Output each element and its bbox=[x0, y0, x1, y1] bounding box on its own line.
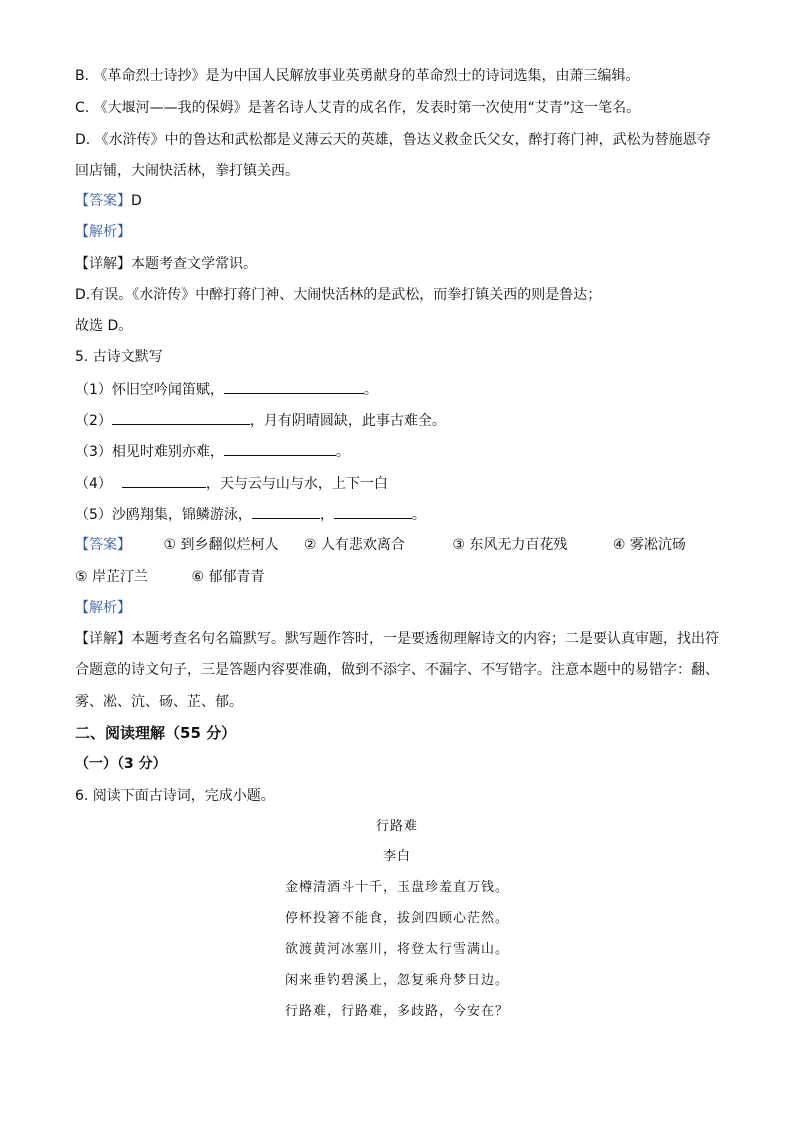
item-5-comma: ， bbox=[319, 507, 334, 523]
item-5-text: （5）沙鸥翔集，锦鳞游泳， bbox=[75, 507, 252, 523]
detail-label: 【详解】 bbox=[75, 256, 131, 272]
poem-line-3: 欲渡黄河冰塞川，将登太行雪满山。 bbox=[284, 942, 509, 957]
fill-blank-5b bbox=[334, 504, 412, 519]
q5-detail-line2: 合题意的诗文句子，三是答题内容要准确，做到不添字、不漏字、不写错字。注意本题中的易错字：翻、 bbox=[75, 662, 719, 678]
q5-item-4 bbox=[75, 473, 734, 494]
answer-label: 【答案】 bbox=[75, 193, 131, 209]
answer-2-text: 人有悲欢离合 bbox=[320, 537, 405, 553]
subsection-heading: （一）（3 分） bbox=[75, 756, 167, 772]
q5-answer-row-2 bbox=[75, 567, 734, 587]
item-1-end: 。 bbox=[363, 382, 378, 398]
answer-4-number: ④ bbox=[612, 537, 626, 553]
answer-3-text: 东风无力百花残 bbox=[469, 537, 568, 553]
q5-detail-line1 bbox=[75, 629, 734, 649]
q5-item-5 bbox=[75, 504, 734, 525]
poem-line-2: 停杯投箸不能食，拔剑四顾心茫然。 bbox=[284, 911, 509, 926]
fill-blank-5a bbox=[252, 504, 320, 519]
poem-line-1: 金樽清酒斗十千，玉盘珍羞直万钱。 bbox=[284, 880, 509, 895]
q4-detail-row bbox=[75, 254, 734, 274]
item-2-num: （2） bbox=[75, 413, 112, 429]
q5-answer-row-1 bbox=[75, 535, 734, 555]
poem-line-5: 行路难，行路难，多歧路，今安在？ bbox=[284, 1004, 509, 1019]
answer-5-text: 岸芷汀兰 bbox=[92, 569, 149, 585]
poem-author: 李白 bbox=[382, 849, 411, 864]
option-b: B. 《革命烈士诗抄》是为中国人民解放事业英勇献身的革命烈士的诗词选集，由萧三编辑。 bbox=[75, 68, 640, 84]
option-d-line2: 回店铺，大闹快活林，拳打镇关西。 bbox=[75, 163, 299, 179]
q5-analysis-label: 【解析】 bbox=[75, 600, 131, 616]
q6-prompt: 6. 阅读下面古诗词，完成小题。 bbox=[75, 788, 275, 804]
answer-1-number: ① bbox=[163, 537, 177, 553]
detail-label: 【详解】 bbox=[75, 631, 131, 647]
q5-title: 5. 古诗文默写 bbox=[75, 349, 163, 365]
answer-4 bbox=[613, 535, 686, 555]
answer-2-number: ② bbox=[303, 537, 317, 553]
answer-1 bbox=[163, 535, 299, 555]
fill-blank-1 bbox=[224, 379, 364, 394]
item-4-text: ，天与云与山与水，上下一白 bbox=[205, 476, 388, 492]
option-c: C. 《大堰河——我的保姆》是著名诗人艾青的成名作，发表时第一次使用“艾青”这一笔名。 bbox=[75, 100, 641, 116]
answer-6-number: ⑥ bbox=[191, 569, 205, 585]
answer-6 bbox=[191, 567, 264, 587]
fill-blank-2 bbox=[112, 410, 250, 425]
item-5-end: 。 bbox=[411, 507, 426, 523]
q5-item-3 bbox=[75, 441, 734, 462]
answer-5-number: ⑤ bbox=[75, 569, 88, 585]
fill-blank-3 bbox=[224, 441, 336, 456]
answer-6-text: 郁郁青青 bbox=[208, 569, 265, 585]
q5-detail-line3: 雾、凇、沆、砀、芷、郁。 bbox=[75, 694, 243, 710]
q4-answer-row bbox=[75, 191, 734, 211]
answer-value: D bbox=[131, 193, 142, 209]
q4-conclusion: 故选 D。 bbox=[75, 318, 133, 334]
item-3-text: （3）相见时难别亦难， bbox=[75, 444, 224, 460]
item-2-text: ，月有阴晴圆缺，此事古难全。 bbox=[249, 413, 446, 429]
detail-text-1: 本题考查名句名篇默写。默写题作答时，一是要透彻理解诗文的内容；二是要认真审题，找出符 bbox=[131, 631, 719, 647]
answer-label: 【答案】 bbox=[75, 537, 131, 553]
section-heading: 二、阅读理解（55 分） bbox=[75, 724, 237, 742]
answer-2 bbox=[304, 535, 448, 555]
q4-explanation: D.有误。《水浒传》中醉打蒋门神、大闹快活林的是武松，而拳打镇关西的则是鲁达； bbox=[75, 287, 602, 303]
answer-3 bbox=[452, 535, 608, 555]
item-3-end: 。 bbox=[335, 444, 350, 460]
detail-text: 本题考查文学常识。 bbox=[131, 256, 257, 272]
poem-title: 行路难 bbox=[375, 819, 418, 834]
answer-1-text: 到乡翻似烂柯人 bbox=[180, 537, 279, 553]
poem-line-4: 闲来垂钓碧溪上，忽复乘舟梦日边。 bbox=[284, 973, 509, 988]
answer-5 bbox=[75, 567, 187, 587]
item-4-num: （4） bbox=[75, 476, 112, 492]
answer-4-text: 雾凇沆砀 bbox=[629, 537, 686, 553]
q5-item-2 bbox=[75, 410, 734, 431]
option-d-line1: D. 《水浒传》中的鲁达和武松都是义薄云天的英雄，鲁达义救金氏父女，醉打蒋门神，武松为替施恩夺 bbox=[75, 132, 711, 148]
item-1-text: （1）怀旧空吟闻笛赋， bbox=[75, 382, 224, 398]
answer-3-number: ③ bbox=[452, 537, 465, 553]
q5-item-1 bbox=[75, 379, 734, 400]
q4-analysis-label: 【解析】 bbox=[75, 224, 131, 240]
fill-blank-4 bbox=[122, 473, 206, 488]
